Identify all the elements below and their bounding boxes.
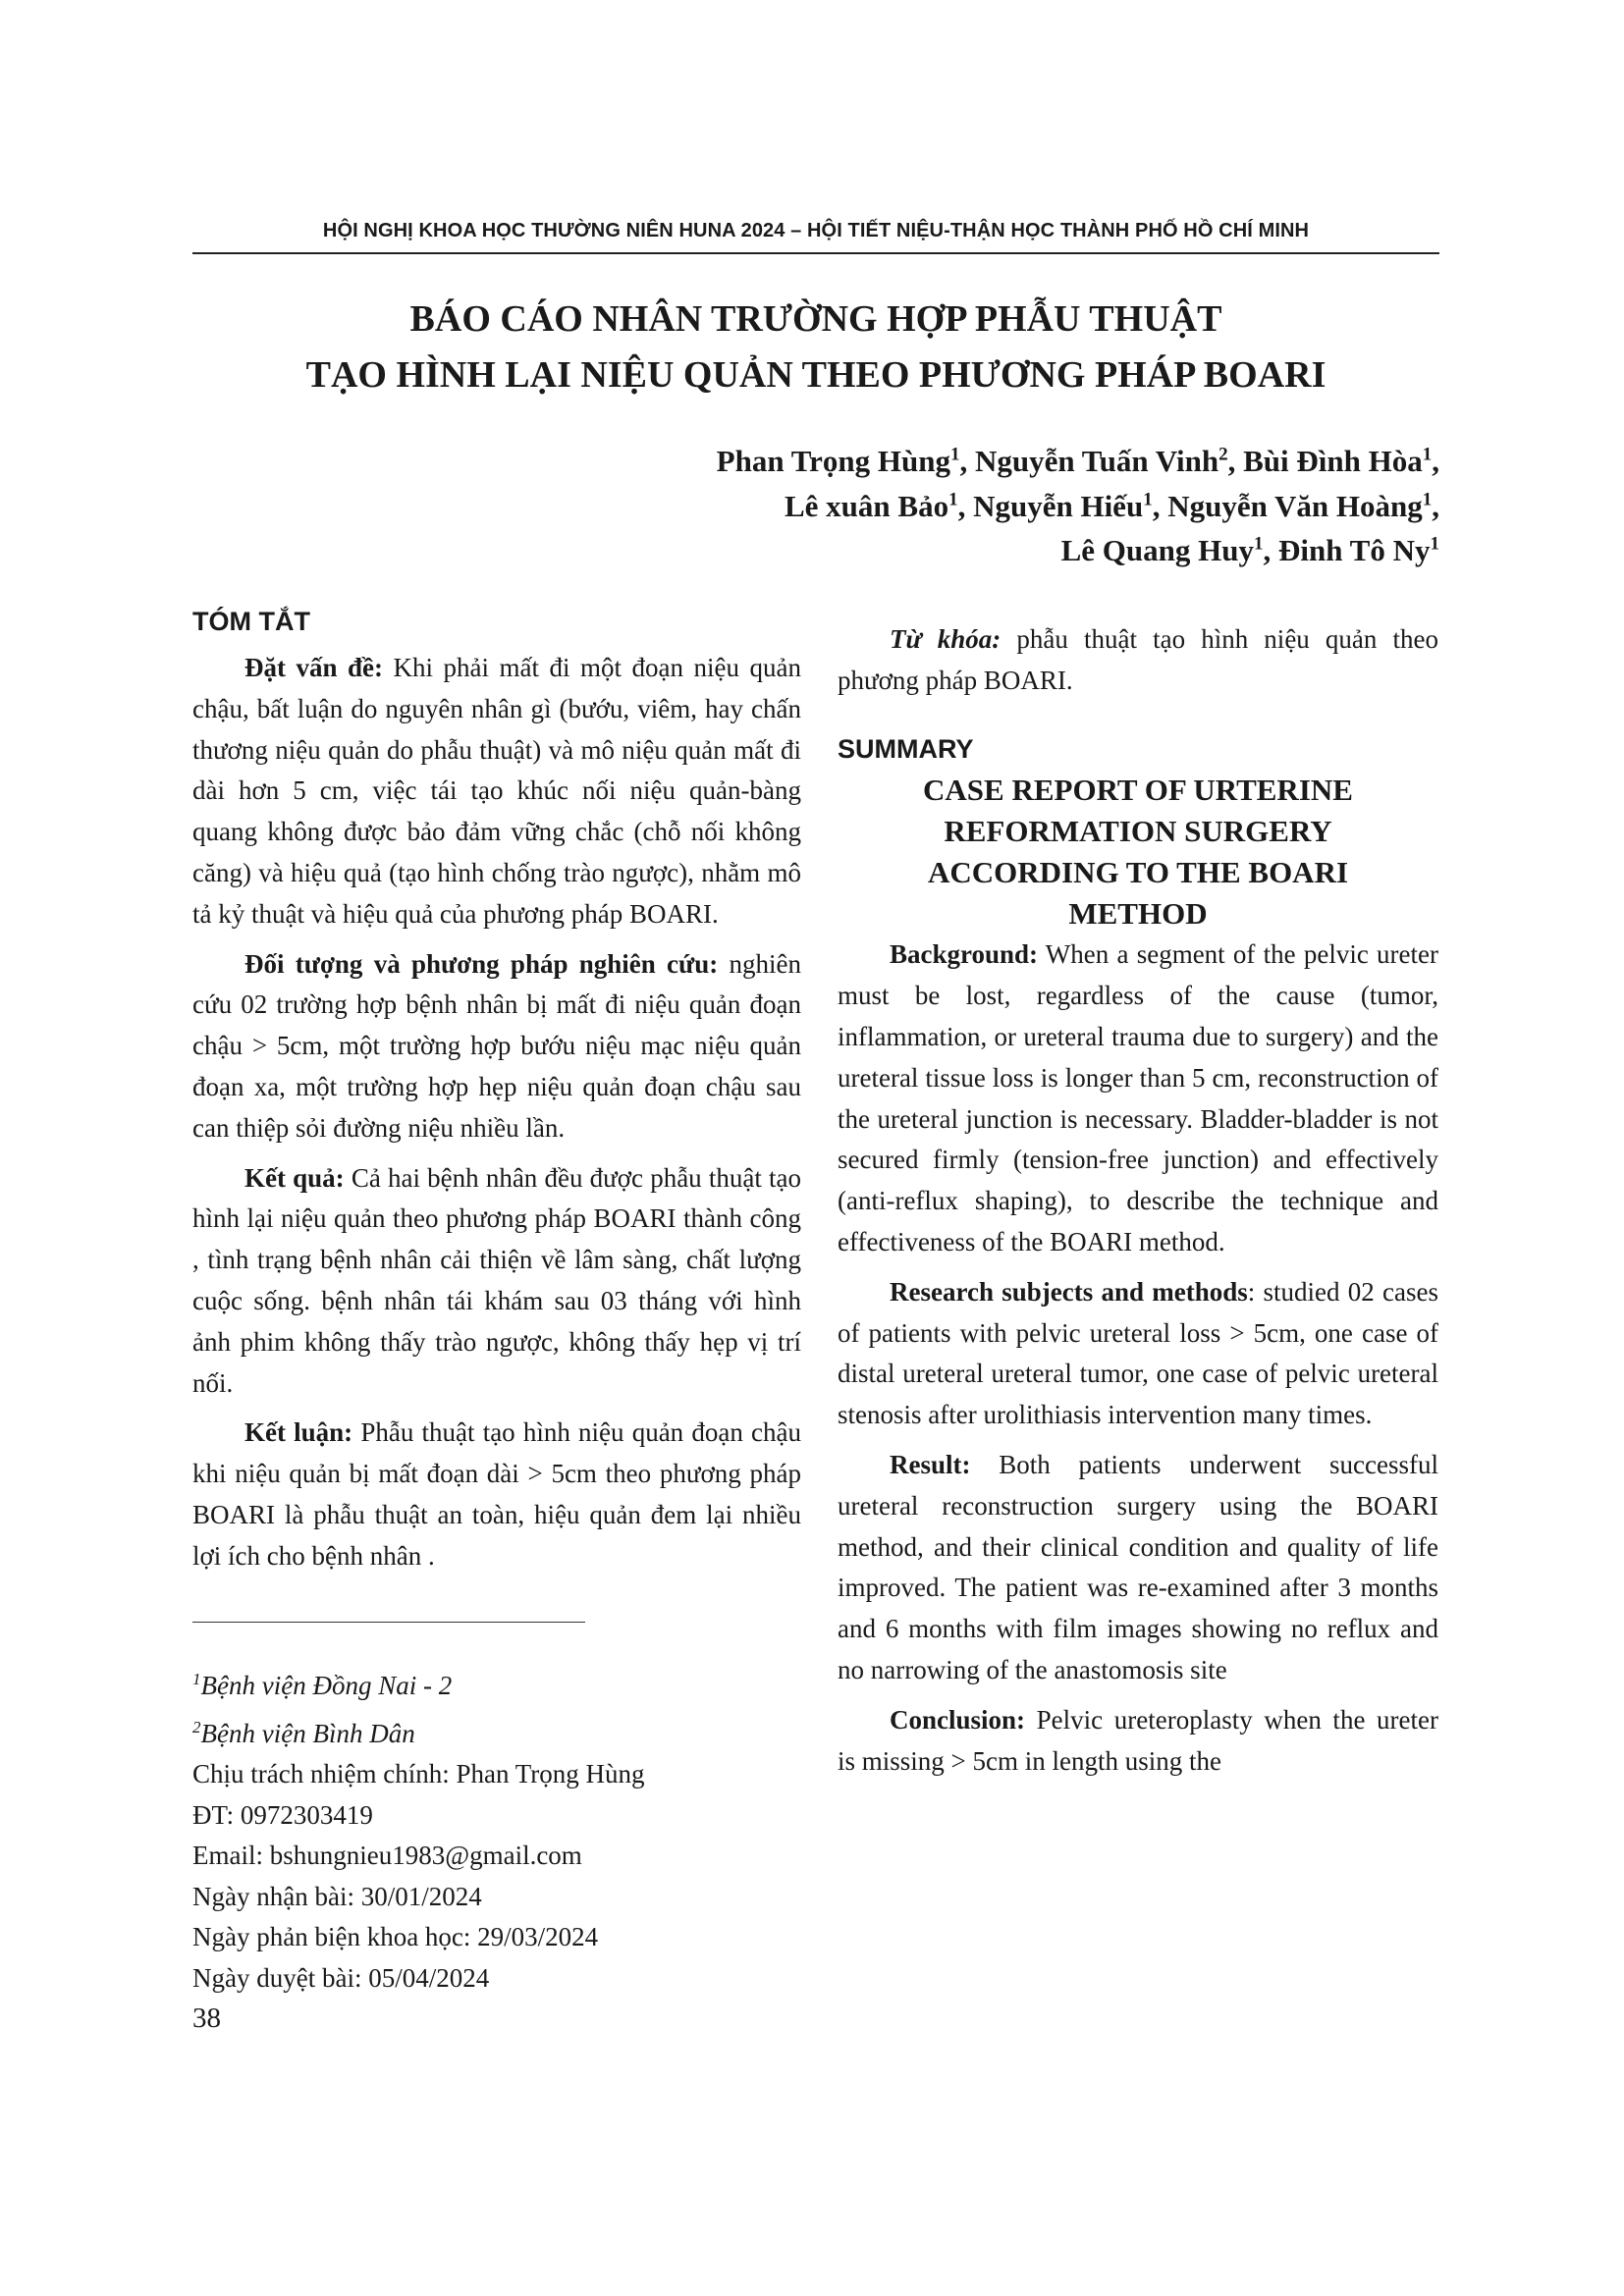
abstract-en-methods [838,1272,1438,1436]
abstract-en-heading: SUMMARY [838,733,974,764]
author-affiliation: 1 [1143,489,1153,510]
abstract-vi-methods [192,944,801,1149]
page-number: 38 [192,2002,221,2034]
author-separator: , [1227,444,1244,478]
abstract-en-title-line-4: METHOD [1068,896,1208,932]
author-affiliation: 1 [1254,533,1264,555]
author-affiliation: 1 [948,489,958,510]
author-name: Bùi Đình Hòa [1243,444,1423,478]
footnotes [192,1659,801,1999]
abstract-en-title-line-3: ACCORDING TO THE BOARI [927,855,1349,890]
section-label: Result: [890,1449,971,1479]
email: Email: bshungnieu1983@gmail.com [192,1841,582,1870]
section-text: Cả hai bệnh nhân đều được phẫu thuật tạo hình lại niệu quản theo phương pháp BOARI thành công , tình trạng bệnh nhân cải thiện về lâm sàng, chất lượng cuộc sống. bệnh nhân tái khám sau 03 tháng với hình ảnh phim không thấy trào ngược, không thấy hẹp vị trí nối. [192,1162,801,1398]
abstract-en-results [838,1445,1438,1691]
author-name: Lê Quang Huy [1060,533,1254,567]
section-label: Đối tượng và phương pháp nghiên cứu: [244,948,719,979]
section-text: : studied 02 cases of patients with pelvic ureteral loss > 5cm, one case of distal ureteral ureteral tumor, one case of pelvic ureteral stenosis after urolithiasis intervention many times. [838,1276,1438,1430]
author-affiliation: 1 [1430,533,1439,555]
left-column [192,648,801,1577]
article-title-line-1: BÁO CÁO NHÂN TRƯỜNG HỢP PHẪU THUẬT [409,298,1222,340]
affiliation-number: 1 [192,1670,201,1688]
header-rule [192,252,1439,254]
section-label: Kết quả: [244,1162,345,1193]
running-header: HỘI NGHỊ KHOA HỌC THƯỜNG NIÊN HUNA 2024 – HỘI TIẾT NIỆU-THẬN HỌC THÀNH PHỐ HỒ CHÍ MINH [322,220,1310,241]
section-text: When a segment of the pelvic ureter must be lost, regardless of the cause (tumor, inflammation, or ureteral trauma due to surgery) and the ureteral tissue loss is longer than 5 cm, reconstruction of the ureteral junction is necessary. Bladder-bladder is not secured firmly (tension-free junction) and effectively (anti-reflux shaping), to describe the technique and effectiveness of the BOARI method. [838,939,1438,1256]
affiliation-number: 2 [192,1717,201,1736]
affiliation-text: Bệnh viện Đồng Nai - 2 [200,1671,453,1700]
author-line-1 [717,444,1439,479]
abstract-en-conclusion [838,1700,1438,1783]
corresponding-author: Chịu trách nhiệm chính: Phan Trọng Hùng [192,1759,645,1789]
footnote-rule [192,1622,585,1623]
section-text: Phẫu thuật tạo hình niệu quản đoạn chậu khi niệu quản bị mất đoạn dài > 5cm theo phương pháp BOARI là phẫu thuật an toàn, hiệu quản đem lại nhiều lợi ích cho bệnh nhân . [192,1417,801,1571]
author-line-2 [785,489,1439,524]
phone: ĐT: 0972303419 [192,1799,373,1830]
keywords-text: phẫu thuật tạo hình niệu quản theo phương pháp BOARI. [838,624,1438,695]
affiliation-1 [192,1659,801,1707]
keywords [838,619,1438,702]
abstract-vi-heading: TÓM TẮT [192,607,310,636]
author-separator: , [959,444,975,478]
author-name: Đinh Tô Ny [1278,533,1431,567]
author-name: Phan Trọng Hùng [716,444,950,478]
author-affiliation: 2 [1218,444,1228,465]
author-name: Nguyễn Hiếu [973,489,1144,523]
section-text: Pelvic ureteroplasty when the ureter is missing > 5cm in length using the [838,1704,1438,1776]
right-column [838,611,1438,1782]
author-separator: , [1263,533,1278,567]
author-separator: , [957,489,974,523]
author-name: Nguyễn Văn Hoàng [1167,489,1423,523]
section-text: nghiên cứu 02 trường hợp bệnh nhân bị mất đi niệu quản đoạn chậu > 5cm, một trường hợp bướu niệu mạc niệu quản đoạn xa, một trường hợp hẹp niệu quản đoạn chậu sau can thiệp sỏi đường niệu nhiều lần. [192,948,801,1143]
section-label: Đặt vấn đề: [244,653,384,682]
author-affiliation: 1 [1422,489,1433,510]
date-reviewed: Ngày phản biện khoa học: 29/03/2024 [192,1922,599,1951]
keywords-label: Từ khóa: [890,624,1001,654]
affiliation-text: Bệnh viện Bình Dân [200,1718,415,1748]
date-accepted: Ngày duyệt bài: 05/04/2024 [192,1962,490,1993]
abstract-vi-results [192,1158,801,1405]
section-label: Background: [890,939,1039,970]
abstract-vi-background [192,648,801,935]
author-name: Nguyễn Tuấn Vinh [974,444,1219,478]
author-affiliation: 1 [949,444,960,465]
abstract-en-title-line-2: REFORMATION SURGERY [944,814,1332,849]
abstract-en-title-line-1: CASE REPORT OF URTERINE [923,773,1353,808]
section-label: Kết luận: [244,1417,353,1448]
section-text: Both patients underwent successful ureteral reconstruction surgery using the BOARI method, and their clinical condition and quality of life improved. The patient was re-examined after 3 months and 6 months with film images showing no reflux and no narrowing of the anastomosis site [838,1449,1438,1684]
date-received: Ngày nhận bài: 30/01/2024 [192,1881,482,1911]
affiliation-2 [192,1707,801,1755]
author-affiliation: 1 [1422,444,1433,465]
section-label: Conclusion: [890,1704,1026,1735]
author-name: Lê xuân Bảo [784,489,949,523]
author-separator: , [1432,489,1439,523]
abstract-en-background [838,934,1438,1262]
article-title-line-2: TẠO HÌNH LẠI NIỆU QUẢN THEO PHƯƠNG PHÁP BOARI [305,354,1326,396]
abstract-vi-conclusion [192,1413,801,1576]
author-separator: , [1152,489,1168,523]
author-line-3 [1061,533,1439,568]
author-separator: , [1432,444,1439,478]
section-label: Research subjects and methods [890,1276,1248,1307]
section-text: Khi phải mất đi một đoạn niệu quản chậu, bất luận do nguyên nhân gì (bướu, viêm, hay chấn thương niệu quản do phẫu thuật) và mô niệu quản mất đi dài hơn 5 cm, việc tái tạo khúc nối niệu quản-bàng quang không được bảo đảm vững chắc (chỗ nối không căng) và hiệu quả (tạo hình chống trào ngược), nhằm mô tả kỷ thuật và hiệu quả của phương pháp BOARI. [192,653,801,929]
